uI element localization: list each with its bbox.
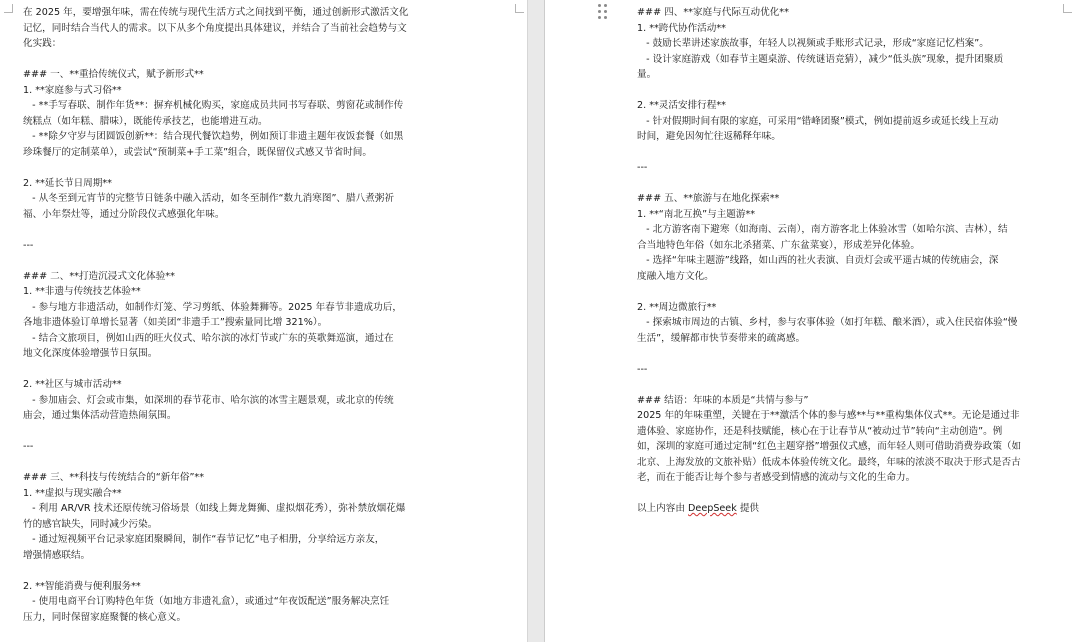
blank-line xyxy=(637,486,1063,502)
footer-suffix: 提供 xyxy=(736,503,760,514)
blank-line xyxy=(23,253,443,269)
paragraph-line: 遗体验、家庭协作，还是科技赋能，核心在于让春节从“被动过节”转向“主动创造”。例 xyxy=(637,425,1003,437)
blank-line xyxy=(23,362,443,378)
blank-line xyxy=(23,52,443,68)
paragraph-line: 1. **跨代协作活动** xyxy=(637,22,726,34)
paragraph-line: 2. **智能消费与便利服务** xyxy=(23,580,141,592)
paragraph-line: 福、小年祭灶等，通过分阶段仪式感强化年味。 xyxy=(23,208,225,220)
paragraph-line: 统糕点（如年糕、腊味），既能传承技艺，也能增进互动。 xyxy=(23,115,268,127)
paragraph-line: 1. **虚拟与现实融合** xyxy=(23,487,122,499)
document-page-left[interactable] xyxy=(0,0,527,642)
paragraph-line: 北京、上海发放的文旅补贴）低成本体验传统文化。最终，年味的浓淡不取决于形式是否古 xyxy=(637,456,1021,468)
document-page-right[interactable] xyxy=(545,0,1080,642)
paragraph-line: 1. **“南北互换”与主题游** xyxy=(637,208,756,220)
paragraph-line: - 鼓励长辈讲述家族故事，年轻人以视频或手账形式记录，形成“家庭记忆档案”。 xyxy=(637,38,989,49)
paragraph-line: - 通过短视频平台记录家庭团聚瞬间，制作“春节记忆”电子相册，分享给远方亲友， xyxy=(23,534,385,545)
paragraph-line: 2. **周边微旅行** xyxy=(637,301,717,313)
page-corner-marker xyxy=(1063,4,1072,13)
paragraph-line: 度融入地方文化。 xyxy=(637,270,714,282)
paragraph-line: 生活”，缓解都市快节奏带来的疏离感。 xyxy=(637,332,806,344)
section-heading: ### 结语：年味的本质是“共情与参与” xyxy=(637,394,809,406)
paragraph-line: 增强情感联结。 xyxy=(23,549,91,561)
paragraph-line: - 从冬至到元宵节的完整节日链条中融入活动，如冬至制作“数九消寒图”、腊八煮粥祈 xyxy=(23,193,394,204)
blank-line xyxy=(637,83,1063,99)
paragraph-line: - 参加庙会、灯会或市集，如深圳的春节花市、哈尔滨的冰雪主题景观，或北京的传统 xyxy=(23,394,394,406)
paragraph-line: 如，深圳的家庭可通过定制“红色主题穿搭”增强仪式感，而年轻人则可借助消费券政策（如 xyxy=(637,441,1022,452)
section-heading: ### 一、**重拾传统仪式，赋予新形式** xyxy=(23,69,204,80)
left-page-text[interactable] xyxy=(23,5,443,625)
section-heading: ### 五、**旅游与在地化探索** xyxy=(637,193,780,204)
paragraph-line: - 设计家庭游戏（如春节主题桌游、传统谜语竞猜），减少“低头族”现象，提升团聚质 xyxy=(637,53,1004,65)
paragraph-line: 2. **灵活安排行程** xyxy=(637,100,726,111)
paragraph-line: 各地非遗体验订单增长显著（如美团“非遗手工”搜索量同比增 321%）。 xyxy=(23,317,328,328)
section-heading: ### 三、**科技与传统结合的“新年俗”** xyxy=(23,472,205,483)
page-corner-marker xyxy=(515,4,524,13)
paragraph-line: 量。 xyxy=(637,69,657,80)
paragraph-line: - **除夕守岁与团圆饭创新**：结合现代餐饮趋势，例如预订非遗主题年夜饭套餐（如黑 xyxy=(23,131,404,142)
paragraph-line: 时间，避免因匆忙往返稀释年味。 xyxy=(637,131,781,142)
paragraph-line: 庙会，通过集体活动营造热闹氛围。 xyxy=(23,410,177,421)
paragraph-line: - 参与地方非遗活动，如制作灯笼、学习剪纸、体验舞狮等。2025 年春节非遗成功后， xyxy=(23,301,402,313)
footer-attribution xyxy=(637,501,1063,517)
blank-line xyxy=(637,346,1063,362)
paragraph-line: 记忆，同时结合当代人的需求。以下从多个角度提出具体建议，并结合了当前社会趋势与文 xyxy=(23,22,407,34)
section-heading: ### 四、**家庭与代际互动优化** xyxy=(637,7,789,18)
paragraph-line: - 针对假期时间有限的家庭，可采用“错峰团聚”模式，例如提前返乡或延长线上互动 xyxy=(637,115,999,127)
paragraph-line: - 选择“年味主题游”线路，如山西的社火表演、自贡灯会或平遥古城的传统庙会，深 xyxy=(637,255,999,266)
right-page-text[interactable] xyxy=(637,5,1063,517)
paragraph-line: 2025 年的年味重塑，关键在于**激活个体的参与感**与**重构集体仪式**。无论是通过非 xyxy=(637,410,1020,421)
blank-line xyxy=(637,176,1063,192)
paragraph-line: - **手写春联、制作年货**：摒弃机械化购买，家庭成员共同书写春联、剪窗花或制作传 xyxy=(23,100,404,111)
separator-line: --- xyxy=(23,441,34,452)
paragraph-line: 合当地特色年俗（如东北杀猪菜、广东盆菜宴），形成差异化体验。 xyxy=(637,239,921,251)
page-corner-marker xyxy=(4,4,13,13)
paragraph-line: 化实践： xyxy=(23,38,62,49)
footer-brand-spellcheck: DeepSeek xyxy=(688,503,737,514)
paragraph-line: 竹的感官缺失，同时减少污染。 xyxy=(23,518,158,530)
paragraph-line: - 探索城市周边的古镇、乡村，参与农事体验（如打年糕、酿米酒），或入住民宿体验“慢 xyxy=(637,317,1018,328)
paragraph-line: 老，而在于能否让每个参与者感受到情感的流动与文化的生命力。 xyxy=(637,472,916,483)
blank-line xyxy=(23,424,443,440)
paragraph-line: 在 2025 年，要增强年味，需在传统与现代生活方式之间找到平衡，通过创新形式激活文化 xyxy=(23,7,409,18)
paragraph-line: 1. **家庭参与式习俗** xyxy=(23,84,122,96)
block-drag-handle-icon[interactable] xyxy=(598,4,608,20)
section-heading: ### 二、**打造沉浸式文化体验** xyxy=(23,270,175,282)
separator-line: --- xyxy=(637,162,648,173)
paragraph-line: 2. **社区与城市活动** xyxy=(23,379,122,390)
blank-line xyxy=(637,145,1063,161)
blank-line xyxy=(23,222,443,238)
paragraph-line: 2. **延长节日周期** xyxy=(23,177,112,189)
separator-line: --- xyxy=(23,239,34,251)
paragraph-line: - 利用 AR/VR 技术还原传统习俗场景（如线上舞龙舞狮、虚拟烟花秀），弥补禁放烟花爆 xyxy=(23,503,406,514)
separator-line: --- xyxy=(637,363,648,375)
blank-line xyxy=(23,563,443,579)
blank-line xyxy=(23,160,443,176)
paragraph-line: 1. **非遗与传统技艺体验** xyxy=(23,286,141,297)
footer-prefix: 以上内容由 xyxy=(637,503,689,514)
blank-line xyxy=(637,377,1063,393)
blank-line xyxy=(637,284,1063,300)
paragraph-line: - 结合文旅项目，例如山西的旺火仪式、哈尔滨的冰灯节或广东的英歌舞巡演，通过在 xyxy=(23,332,394,344)
paragraph-line: - 使用电商平台订购特色年货（如地方非遗礼盒），或通过“年夜饭配送”服务解决烹饪 xyxy=(23,596,390,607)
paragraph-line: 地文化深度体验增强节日氛围。 xyxy=(23,348,158,359)
page-gutter xyxy=(527,0,545,642)
paragraph-line: 压力，同时保留家庭聚餐的核心意义。 xyxy=(23,611,187,623)
blank-line xyxy=(23,455,443,471)
paragraph-line: - 北方游客南下避寒（如海南、云南），南方游客北上体验冰雪（如哈尔滨、吉林），结 xyxy=(637,224,1008,235)
paragraph-line: 珍珠餐厅的定制菜单），或尝试“预制菜+手工菜”组合，既保留仪式感又节省时间。 xyxy=(23,146,372,158)
